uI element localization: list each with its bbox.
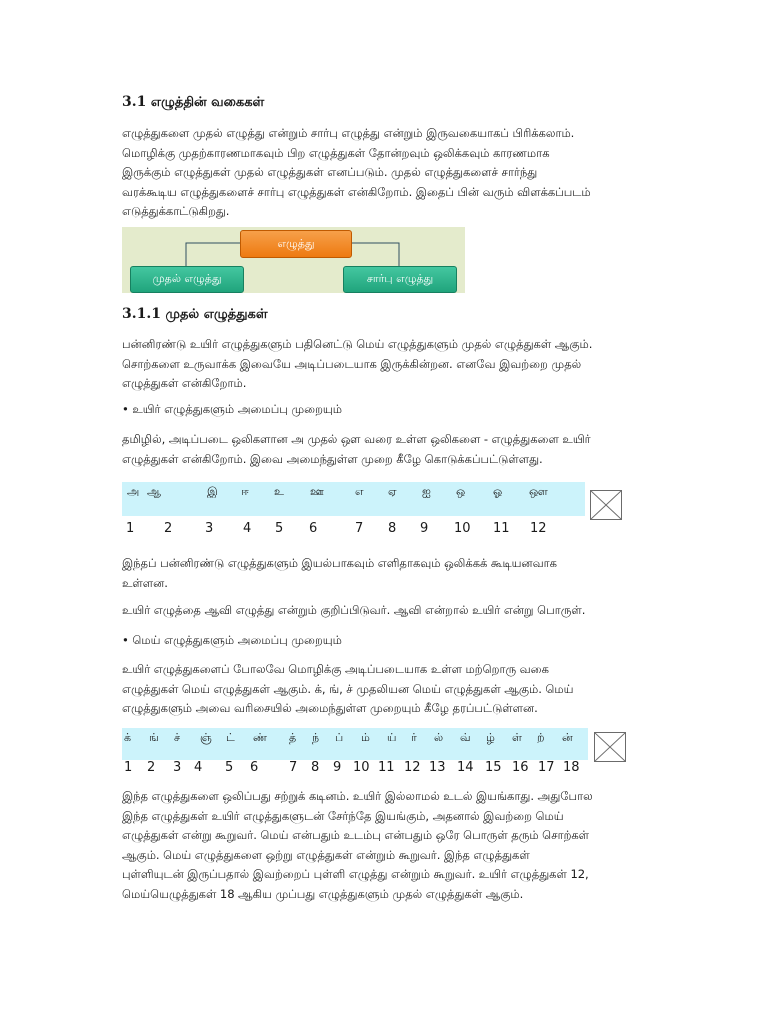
vowel-number: 7 <box>355 521 364 536</box>
vowel-table-numbers <box>122 521 585 541</box>
consonant-number: 7 <box>289 760 298 775</box>
consonant-letter: த் <box>289 731 297 744</box>
consonant-table-numbers <box>122 760 588 780</box>
paragraph-line: இந்த எழுத்துகள் உயிர் எழுத்துகளுடன் சேர்ந்தே இயங்கும், அதனால் இவற்றை மெய் <box>122 808 564 823</box>
paragraph-line: ஆகும். மெய் எழுத்துகளை ஒற்று எழுத்துகள் என்றும் கூறுவர். இந்த எழுத்துகள் <box>122 847 530 862</box>
paragraph-line: எழுத்துகளும் அவை வரிசையில் அமைந்துள்ள முறையும் கீழே தரப்பட்டுள்ளன. <box>122 701 538 716</box>
subsection-heading <box>122 306 268 323</box>
consonant-paragraph <box>122 660 642 719</box>
vowel-letter: ஊ <box>310 485 324 498</box>
paragraph-line: தமிழில், அடிப்படை ஒலிகளான அ முதல் ஔ வரை உள்ள ஒலிகளை - எழுத்துகளை உயிர் <box>122 432 591 446</box>
vowel-number: 9 <box>420 521 429 536</box>
vowel-number: 8 <box>388 521 397 536</box>
vowel-number: 1 <box>126 521 135 536</box>
paragraph-line: சொற்களை உருவாக்க இவையே அடிப்படையாக இருக்கின்றன. எனவே இவற்றை முதல் <box>122 356 582 371</box>
consonant-number: 16 <box>512 760 529 775</box>
consonant-letter: வ் <box>460 731 471 744</box>
vowel-note <box>122 554 642 593</box>
vowel-letter: ஈ <box>241 485 249 498</box>
consonant-letter: ய் <box>387 731 397 744</box>
paragraph-line: உள்ளன. <box>122 575 168 590</box>
consonant-number: 11 <box>378 760 395 775</box>
consonant-letter: ர் <box>411 731 417 744</box>
vowel-number: 12 <box>530 521 547 536</box>
diagram-root-box: எழுத்து <box>240 230 352 258</box>
intro-line: இருக்கும் எழுத்துகள் முதல் எழுத்துகள் எனப்படும். முதல் எழுத்துகளைச் சார்ந்து <box>122 165 538 180</box>
vowel-letter: ஏ <box>388 485 397 498</box>
consonant-letter: ண் <box>253 731 267 744</box>
consonant-number: 13 <box>429 760 446 775</box>
consonant-letter: ட் <box>226 731 235 744</box>
paragraph-line: எழுத்துகள் என்கிறோம். <box>122 376 247 391</box>
vowel-number: 5 <box>275 521 284 536</box>
vowel-letter: எ <box>355 485 364 498</box>
closing-paragraph <box>122 787 642 905</box>
intro-paragraph <box>122 124 642 222</box>
paragraph-line: மெய்யெழுத்துகள் 18 ஆகிய முப்பது எழுத்துகளும் முதல் எழுத்துகள் ஆகும். <box>122 886 524 901</box>
paragraph-line: இந்தப் பன்னிரண்டு எழுத்துகளும் இயல்பாகவும் எளிதாகவும் ஒலிக்கக் கூடியனவாக <box>122 556 557 570</box>
consonant-letter: ம் <box>361 731 370 744</box>
consonant-letter: க் <box>124 731 132 744</box>
subsection-number: 3.1.1 <box>122 306 161 322</box>
paragraph-line: உயிர் எழுத்துகளைப் போலவே மொழிக்கு அடிப்படையாக உள்ள மற்றொரு வகை <box>122 662 549 676</box>
section-title: எழுத்தின் வகைகள் <box>150 95 265 110</box>
vowel-letter: ஓ <box>493 485 503 498</box>
consonant-letter: ல் <box>434 731 444 744</box>
consonant-letter: ப் <box>335 731 344 744</box>
letter-type-diagram <box>122 227 465 293</box>
vowel-letter: ஆ <box>147 485 161 498</box>
broken-image-placeholder <box>594 732 626 762</box>
vowel-letter: ஒ <box>456 485 466 498</box>
consonant-letter: ங் <box>149 731 159 744</box>
intro-line: எழுத்துகளை முதல் எழுத்து என்றும் சார்பு எழுத்து என்றும் இருவகையாகப் பிரிக்கலாம். <box>122 126 575 140</box>
vowel-number: 11 <box>493 521 510 536</box>
intro-line: வரக்கூடிய எழுத்துகளைச் சார்பு எழுத்துகள் என்கிறோம். இதைப் பின் வரும் விளக்கப்படம் <box>122 184 591 199</box>
consonant-letter: ந் <box>312 731 320 744</box>
consonant-bullet-heading: • மெய் எழுத்துகளும் அமைப்பு முறையும் <box>122 633 342 647</box>
consonant-number: 8 <box>311 760 320 775</box>
vowel-number: 2 <box>164 521 173 536</box>
paragraph-line: இந்த எழுத்துகளை ஒலிப்பது சற்றுக் கடினம். உயிர் இல்லாமல் உடல் இயங்காது. அதுபோல <box>122 789 593 803</box>
consonant-number: 12 <box>404 760 421 775</box>
vowel-number: 6 <box>309 521 318 536</box>
vowel-letter: இ <box>207 485 218 498</box>
consonant-number: 17 <box>538 760 555 775</box>
vowel-number: 10 <box>454 521 471 536</box>
vowel-note-2: உயிர் எழுத்தை ஆவி எழுத்து என்றும் குறிப்பிடுவர். ஆவி என்றால் உயிர் என்று பொருள். <box>122 603 586 617</box>
consonant-number: 1 <box>124 760 133 775</box>
consonant-letter: ன் <box>562 731 573 744</box>
consonant-table-letters <box>122 728 588 760</box>
consonant-letter: ழ் <box>486 731 495 744</box>
vowel-bullet-heading: • உயிர் எழுத்துகளும் அமைப்பு முறையும் <box>122 402 342 416</box>
consonant-number: 10 <box>353 760 370 775</box>
consonant-number: 9 <box>333 760 342 775</box>
consonant-number: 3 <box>173 760 182 775</box>
intro-line: மொழிக்கு முதற்காரணமாகவும் பிற எழுத்துகள் தோன்றவும் ஒலிக்கவும் காரணமாக <box>122 145 550 160</box>
consonant-letter: ஞ் <box>200 731 212 744</box>
consonant-letter: ற் <box>537 731 545 744</box>
vowel-letter: ஔ <box>529 485 548 498</box>
paragraph-line: எழுத்துகள் மெய் எழுத்துகள் ஆகும். க், ங், ச் முதலியன மெய் எழுத்துகள் ஆகும். மெய் <box>122 681 574 696</box>
consonant-number: 5 <box>225 760 234 775</box>
consonant-number: 15 <box>485 760 502 775</box>
diagram-dependent-letters-box: சார்பு எழுத்து <box>343 266 457 293</box>
paragraph-line: பன்னிரண்டு உயிர் எழுத்துகளும் பதினெட்டு மெய் எழுத்துகளும் முதல் எழுத்துகள் ஆகும். <box>122 337 593 351</box>
vowel-paragraph <box>122 430 642 469</box>
subsection-title: முதல் எழுத்துகள் <box>165 307 268 322</box>
paragraph-line: புள்ளியுடன் இருப்பதால் இவற்றைப் புள்ளி எழுத்து என்றும் கூறுவர். உயிர் எழுத்துகள் 12, <box>122 867 589 882</box>
paragraph-line: எழுத்துகள் என்று கூறுவர். மெய் என்பதும் உடம்பு என்பதும் ஒரே பொருள் தரும் சொற்கள் <box>122 828 590 843</box>
broken-image-placeholder <box>590 490 622 520</box>
consonant-number: 6 <box>250 760 259 775</box>
consonant-number: 4 <box>194 760 203 775</box>
consonant-letter: ச் <box>174 731 181 744</box>
first-letters-paragraph <box>122 335 642 394</box>
vowel-letter: ஐ <box>422 485 431 498</box>
section-heading <box>122 94 264 111</box>
vowel-letter: அ <box>127 485 140 498</box>
section-number: 3.1 <box>122 94 147 110</box>
paragraph-line: எழுத்துகள் என்கிறோம். இவை அமைந்துள்ள முறை கீழே கொடுக்கப்பட்டுள்ளது. <box>122 451 543 466</box>
consonant-letter: ள் <box>512 731 522 744</box>
vowel-letter: உ <box>274 485 284 498</box>
intro-line: எடுத்துக்காட்டுகிறது. <box>122 204 230 219</box>
consonant-number: 14 <box>457 760 474 775</box>
vowel-number: 4 <box>243 521 252 536</box>
diagram-first-letters-box: முதல் எழுத்து <box>130 266 244 293</box>
vowel-number: 3 <box>205 521 214 536</box>
vowel-table-letters <box>122 482 585 516</box>
consonant-number: 2 <box>147 760 156 775</box>
consonant-number: 18 <box>563 760 580 775</box>
